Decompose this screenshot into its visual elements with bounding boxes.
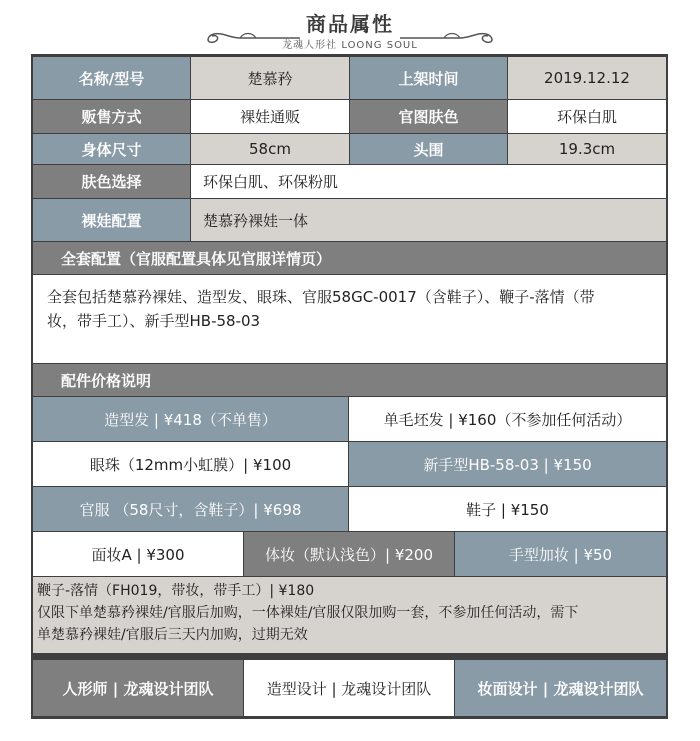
addon-note-line-2: 仅限下单楚慕矜裸娃/官服后加购，一体裸娃/官服仅限加购一套，不参加任何活动，需下: [37, 605, 579, 621]
brand-subtitle: 龙魂人形社 LOONG SOUL: [282, 40, 418, 51]
date-label: 上架时间: [350, 57, 508, 99]
page-header: [0, 0, 700, 54]
price-row-2: [33, 442, 666, 486]
spec-row-size: [33, 134, 666, 164]
sale-value: 裸娃通贩: [191, 100, 350, 133]
hands-price: 新手型HB-58-03 | ¥150: [349, 442, 666, 486]
full-set-description: [33, 275, 666, 363]
hand-makeup-price: 手型加妆 | ¥50: [455, 532, 666, 576]
price-row-3: [33, 487, 666, 531]
full-set-heading: 全套配置（官服配置具体见官服详情页）: [33, 242, 666, 274]
skin-label: 官图肤色: [350, 100, 508, 133]
sculptor-credit: 人形师 | 龙魂设计团队: [33, 660, 244, 716]
size-value: 58cm: [191, 134, 350, 164]
head-label: 头围: [350, 134, 508, 164]
addon-note: [33, 577, 666, 653]
price-row-4: [33, 532, 666, 576]
price-row-1: [33, 397, 666, 441]
full-set-line-2: 妆，带手工）、新手型HB-58-03: [47, 312, 261, 330]
spec-row-config: [33, 199, 666, 241]
page-title: 商品属性: [306, 12, 394, 36]
config-label: 裸娃配置: [33, 199, 191, 241]
spec-row-sale: [33, 100, 666, 133]
wig-price: 造型发 | ¥418（不单售）: [33, 397, 349, 441]
name-label: 名称/型号: [33, 57, 191, 99]
right-ornament-icon: [400, 28, 500, 46]
size-label: 身体尺寸: [33, 134, 191, 164]
credits-row: [33, 660, 666, 716]
head-value: 19.3cm: [508, 134, 666, 164]
addon-note-line-1: 鞭子-落情（FH019，带妆，带手工）| ¥180: [37, 583, 315, 599]
spec-row-name: [33, 57, 666, 99]
faceup-price: 面妆A | ¥300: [33, 532, 244, 576]
makeup-credit: 妆面设计 | 龙魂设计团队: [455, 660, 666, 716]
skin-choice-value: 环保白肌、环保粉肌: [191, 165, 666, 198]
name-value: 楚慕矜: [191, 57, 350, 99]
skin-value: 环保白肌: [508, 100, 666, 133]
eyes-price: 眼珠（12mm小虹膜）| ¥100: [33, 442, 349, 486]
sale-label: 贩售方式: [33, 100, 191, 133]
styling-credit: 造型设计 | 龙魂设计团队: [244, 660, 455, 716]
full-set-line-1: 全套包括楚慕矜裸娃、造型发、眼珠、官服58GC-0017（含鞋子）、鞭子-落情（带: [47, 288, 595, 306]
body-makeup-price: 体妆（默认浅色）| ¥200: [244, 532, 455, 576]
spec-table: [31, 54, 668, 719]
shoes-price: 鞋子 | ¥150: [349, 487, 666, 531]
date-value: 2019.12.12: [508, 57, 666, 99]
price-heading: 配件价格说明: [33, 364, 666, 396]
addon-note-line-3: 单楚慕矜裸娃/官服后三天内加购，过期无效: [37, 627, 308, 643]
config-value: 楚慕矜裸娃一体: [191, 199, 666, 241]
skin-choice-label: 肤色选择: [33, 165, 191, 198]
spec-row-skin-choice: [33, 165, 666, 198]
mohair-wig-price: 单毛坯发 | ¥160（不参加任何活动）: [349, 397, 666, 441]
outfit-price: 官服 （58尺寸，含鞋子）| ¥698: [33, 487, 349, 531]
